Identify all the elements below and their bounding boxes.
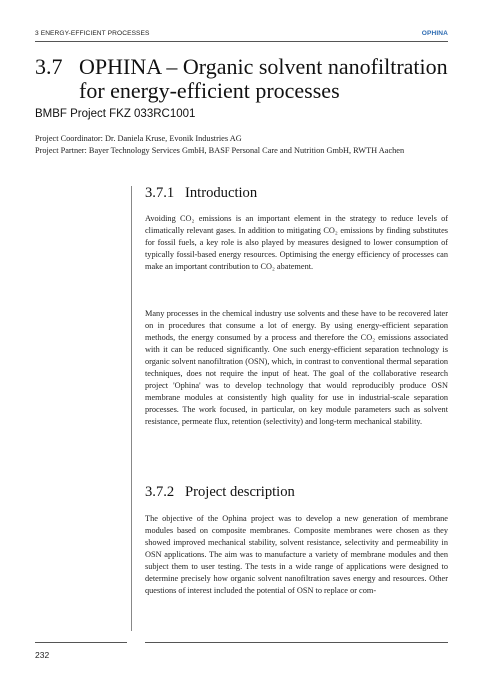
project-coordinator: Project Coordinator: Dr. Daniela Kruse, Evonik Industries AG bbox=[35, 134, 242, 143]
project-credits bbox=[35, 133, 450, 156]
header-rule bbox=[35, 41, 448, 42]
chapter-number: 3.7 bbox=[35, 54, 63, 79]
chapter-title: OPHINA – Organic solvent nanofiltration for energy-efficient processes bbox=[79, 54, 448, 103]
project-partner: Project Partner: Bayer Technology Services GmbH, BASF Personal Care and Nutrition GmbH, RWTH Aachen bbox=[35, 145, 405, 155]
section-heading bbox=[145, 484, 448, 501]
project-line: BMBF Project FKZ 033RC1001 bbox=[35, 108, 196, 120]
running-header-section: OPHINA bbox=[421, 30, 448, 37]
running-header bbox=[35, 28, 448, 42]
margin-rule bbox=[131, 186, 132, 631]
paragraph: Many processes in the chemical industry use solvents and these have to be recovered later on in procedures that consume a lot of energy. By using energy-efficient separation methods, the energy consumed by a process and therefore the CO₂ emissions associated with it can be reduced significantly. One such energy-efficient separation technology is organic solvent nanofiltration (OSN), which, in contrast to conventional thermal separation techniques, does not require the input of heat. The goal of the collaborative research project 'Ophina' was to develop technology that would reproducibly produce OSN membrane modules at consistently high quality for use in industrial-scale separation processes. The work focused, in particular, on key module parameters such as solvent resistance, permeate flux, retention (selectivity) and long-term mechanical stability. bbox=[145, 309, 448, 426]
footer-rule-right bbox=[145, 642, 448, 643]
section-title: Project description bbox=[185, 484, 295, 500]
paragraph: Avoiding CO₂ emissions is an important element in the strategy to reduce levels of climatically relevant gases. In addition to mitigating CO₂ emissions by finding substitutes for fossil fuels, a key role is also played by measures designed to lower consumption of typically fossil-based energy resources. Optimising the energy efficiency of processes can make an important contribution to CO₂ abatement. bbox=[145, 214, 448, 271]
footer-rule-left bbox=[35, 642, 127, 643]
section-number: 3.7.1 bbox=[145, 185, 175, 201]
page-number: 232 bbox=[35, 650, 50, 660]
paragraph: The objective of the Ophina project was to develop a new generation of membrane modules based on composite membranes. Composite membranes were chosen as they showed improved mechanical stability, solvent resistance, selectivity and permeability in OSN applications. The aim was to manufacture a variety of membrane modules and then subject them to user testing. The tests in a wide range of applications were designed to determine precisely how organic solvent nanofiltration saves energy and resources. Other questions of interest included the potential of OSN to replace or com- bbox=[145, 514, 448, 595]
section-number: 3.7.2 bbox=[145, 484, 175, 500]
section-heading bbox=[145, 185, 448, 202]
section-introduction bbox=[145, 185, 448, 202]
section-project-description bbox=[145, 484, 448, 501]
running-header-chapter: 3 ENERGY-EFFICIENT PROCESSES bbox=[35, 30, 150, 37]
section-title: Introduction bbox=[185, 185, 258, 201]
